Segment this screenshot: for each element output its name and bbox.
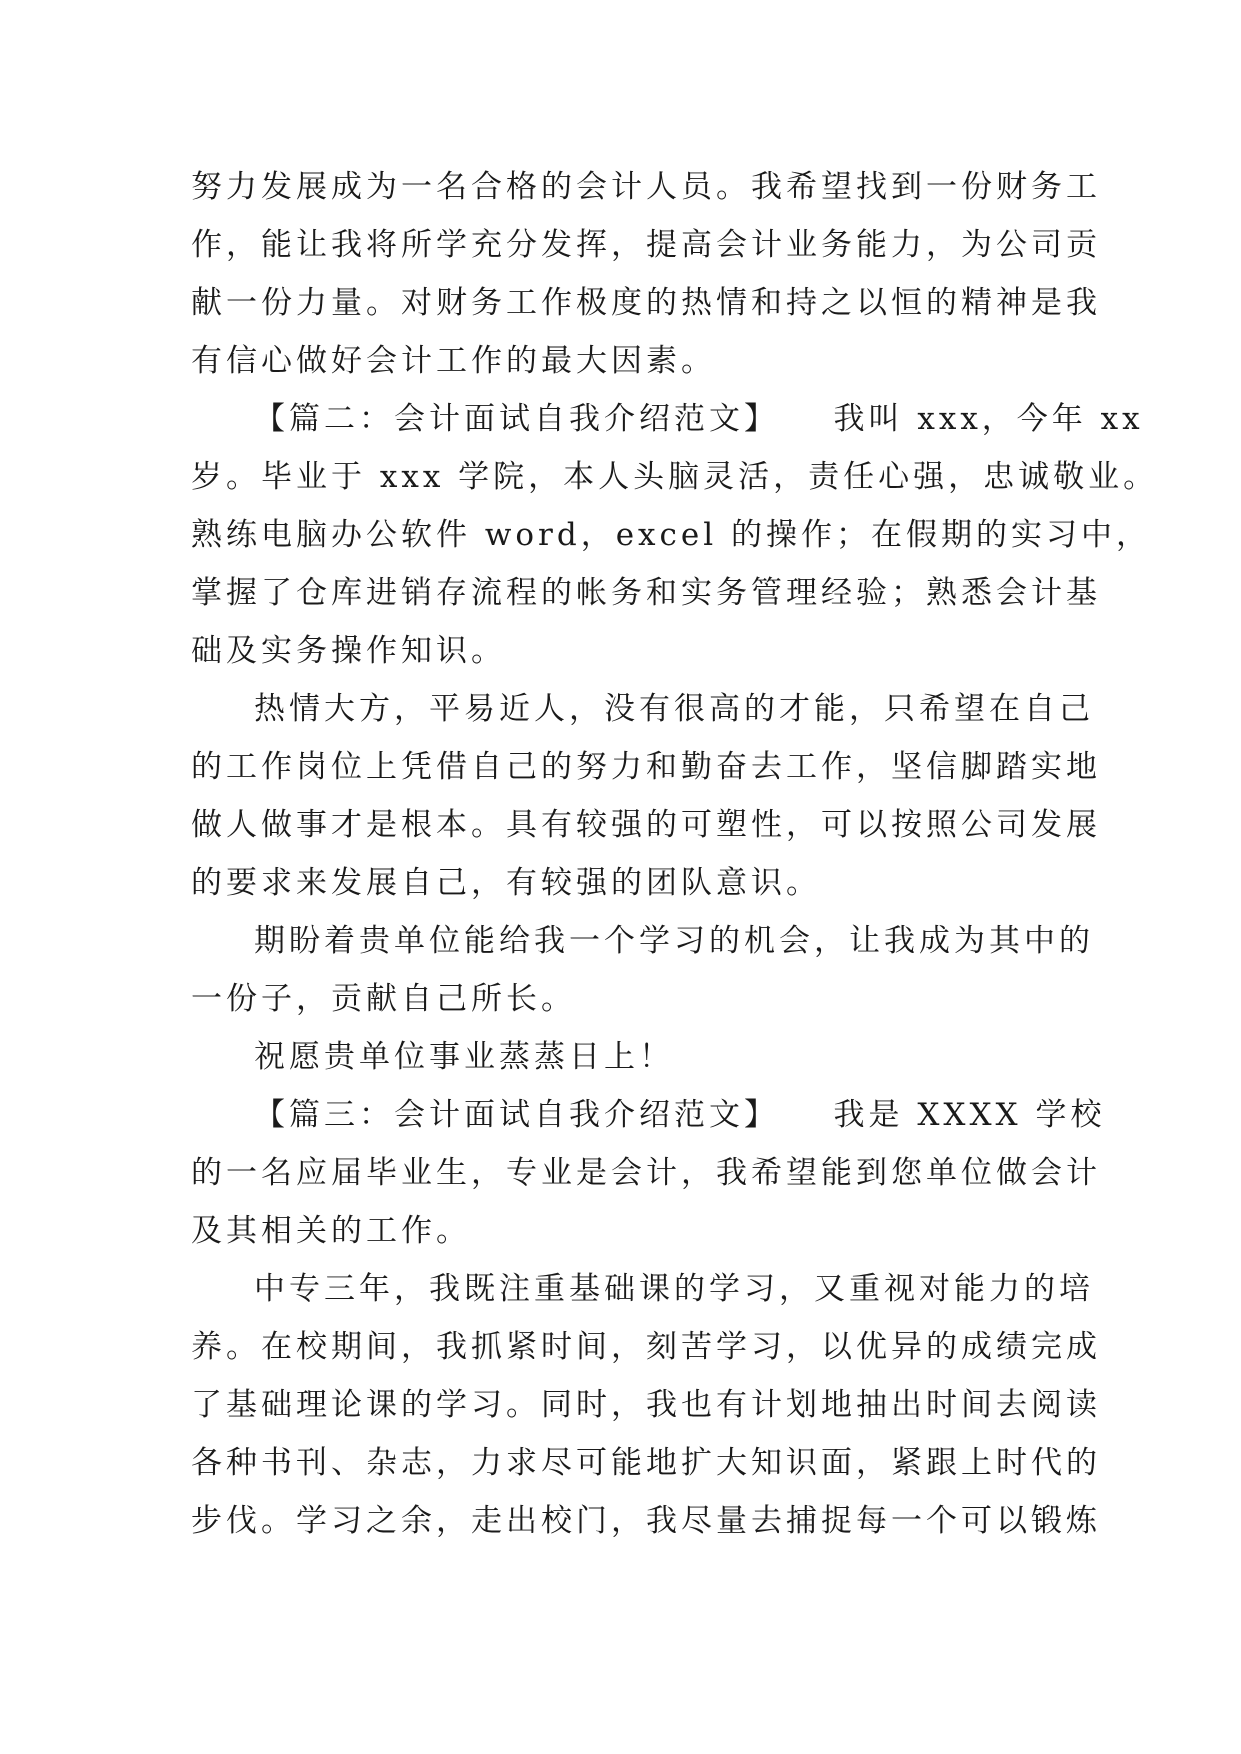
text-line: 的要求来发展自己，有较强的团队意识。 [191,865,821,901]
text-line: 努力发展成为一名合格的会计人员。我希望找到一份财务工 [191,169,1101,205]
text-line: 有信心做好会计工作的最大因素。 [191,343,716,379]
text-line: 作，能让我将所学充分发挥，提高会计业务能力，为公司贡 [191,227,1101,263]
paragraph-start-line: 期盼着贵单位能给我一个学习的机会，让我成为其中的 [254,923,1094,959]
text-line: 及其相关的工作。 [191,1213,471,1249]
text-line: 步伐。学习之余，走出校门，我尽量去捕捉每一个可以锻炼 [191,1503,1101,1539]
text-line: 了基础理论课的学习。同时，我也有计划地抽出时间去阅读 [191,1387,1101,1423]
text-line: 的工作岗位上凭借自己的努力和勤奋去工作，坚信脚踏实地 [191,749,1101,785]
section-heading-line: 【篇二：会计面试自我介绍范文】 我叫 xxx，今年 xx [254,401,1144,437]
text-line: 熟练电脑办公软件 word，excel 的操作；在假期的实习中， [191,517,1152,553]
paragraph-start-line: 祝愿贵单位事业蒸蒸日上！ [254,1039,674,1075]
text-line: 献一份力量。对财务工作极度的热情和持之以恒的精神是我 [191,285,1101,321]
text-line: 岁。毕业于 xxx 学院，本人头脑灵活，责任心强，忠诚敬业。 [191,459,1159,495]
text-line: 掌握了仓库进销存流程的帐务和实务管理经验；熟悉会计基 [191,575,1101,611]
text-line: 做人做事才是根本。具有较强的可塑性，可以按照公司发展 [191,807,1101,843]
paragraph-start-line: 中专三年，我既注重基础课的学习，又重视对能力的培 [254,1271,1094,1307]
text-line: 一份子，贡献自己所长。 [191,981,576,1017]
document-body [191,158,1159,1550]
section-heading-line: 【篇三：会计面试自我介绍范文】 我是 XXXX 学校 [254,1097,1106,1133]
text-line: 养。在校期间，我抓紧时间，刻苦学习，以优异的成绩完成 [191,1329,1101,1365]
paragraph-start-line: 热情大方，平易近人，没有很高的才能，只希望在自己 [254,691,1094,727]
text-line: 础及实务操作知识。 [191,633,506,669]
text-line: 的一名应届毕业生，专业是会计，我希望能到您单位做会计 [191,1155,1101,1191]
text-line: 各种书刊、杂志，力求尽可能地扩大知识面，紧跟上时代的 [191,1445,1101,1481]
